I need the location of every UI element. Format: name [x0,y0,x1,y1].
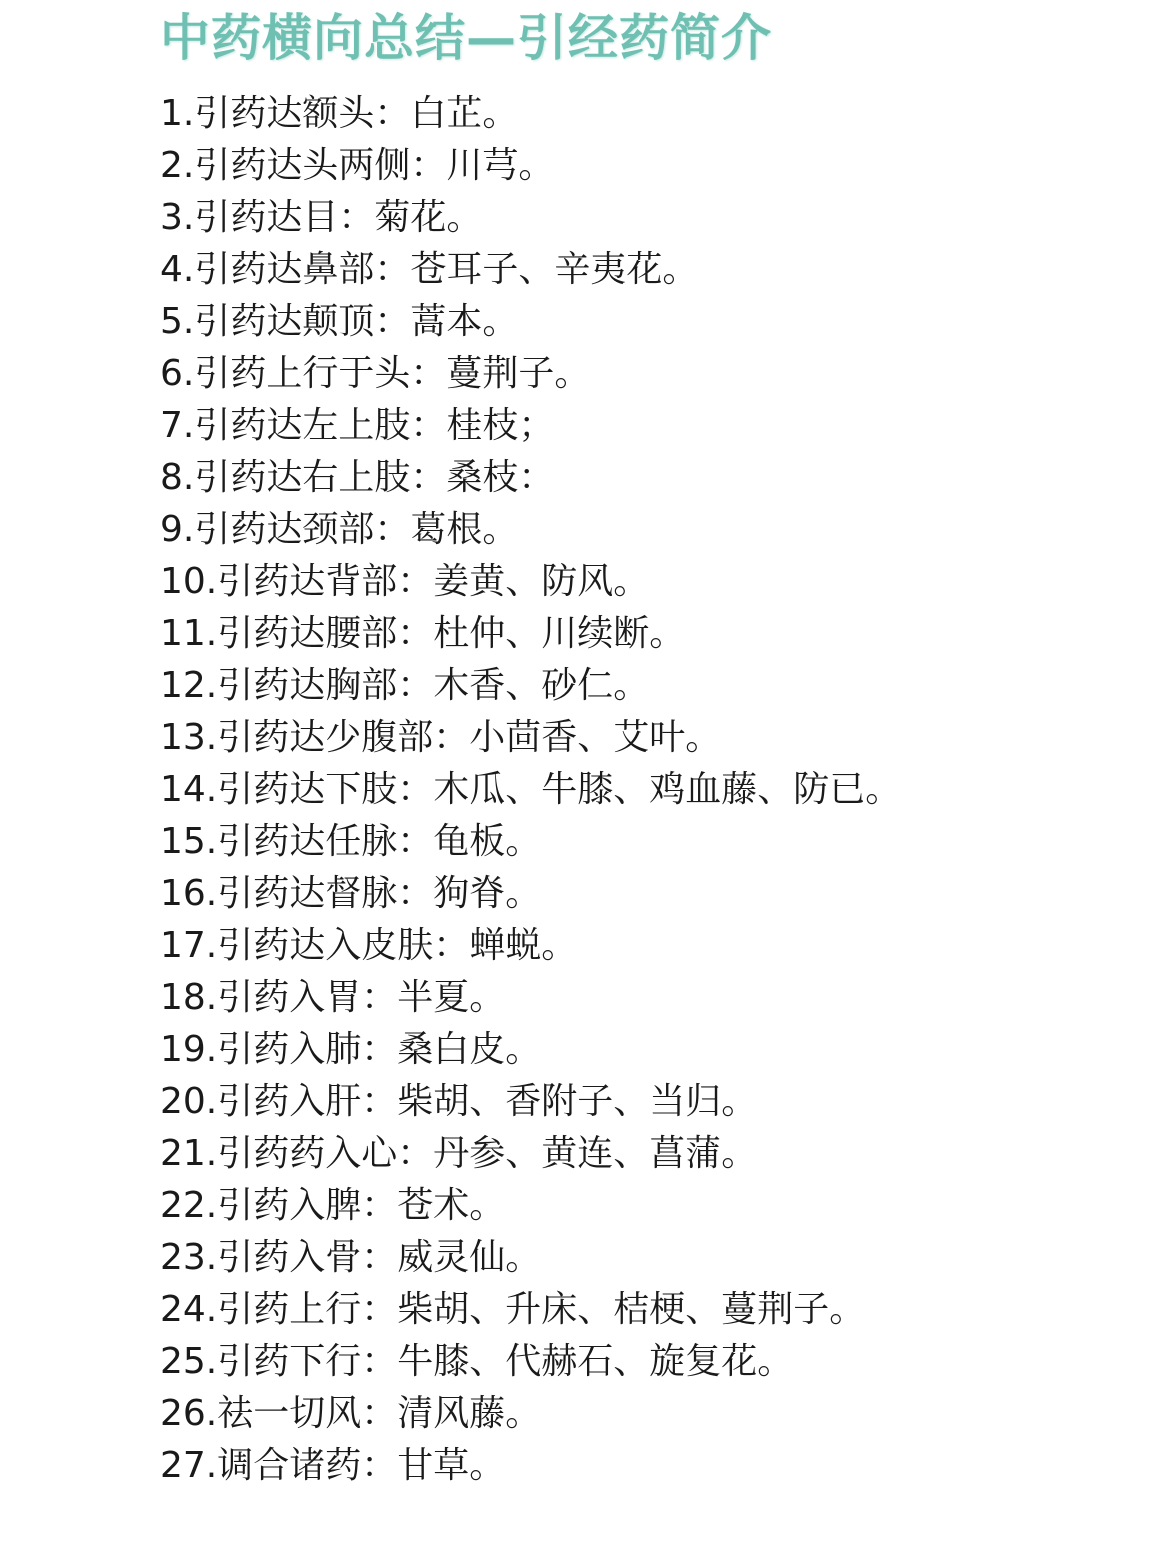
list-item: 24.引药上行：柴胡、升床、桔梗、蔓荆子。 [160,1289,866,1330]
list-item: 18.引药入胃：半夏。 [160,977,506,1018]
list-item: 10.引药达背部：姜黄、防风。 [160,561,650,602]
list-item: 27.调合诸药：甘草。 [160,1445,506,1486]
herb-list [160,88,901,1492]
list-item: 17.引药达入皮肤：蝉蜕。 [160,925,578,966]
document-title: 中药横向总结—引经药简介 [160,9,772,67]
list-item: 4.引药达鼻部：苍耳子、辛夷花。 [160,249,699,290]
list-item: 23.引药入骨：威灵仙。 [160,1237,542,1278]
list-item: 15.引药达任脉：龟板。 [160,821,542,862]
list-item: 5.引药达颠顶：蒿本。 [160,301,519,342]
list-item: 7.引药达左上肢：桂枝； [160,405,555,446]
list-item: 20.引药入肝：柴胡、香附子、当归。 [160,1081,758,1122]
list-item: 6.引药上行于头：蔓荆子。 [160,353,591,394]
list-item: 9.引药达颈部：葛根。 [160,509,519,550]
list-item: 12.引药达胸部：木香、砂仁。 [160,665,650,706]
list-item: 19.引药入肺：桑白皮。 [160,1029,542,1070]
list-item: 13.引药达少腹部：小茴香、艾叶。 [160,717,722,758]
list-item: 8.引药达右上肢：桑枝： [160,457,555,498]
list-item: 22.引药入脾：苍术。 [160,1185,506,1226]
list-item: 26.祛一切风：清风藤。 [160,1393,542,1434]
list-item: 1.引药达额头：白芷。 [160,93,519,134]
list-item: 21.引药药入心：丹参、黄连、菖蒲。 [160,1133,758,1174]
list-item: 11.引药达腰部：杜仲、川续断。 [160,613,686,654]
list-item: 16.引药达督脉：狗脊。 [160,873,542,914]
list-item: 25.引药下行：牛膝、代赫石、旋复花。 [160,1341,794,1382]
list-item: 2.引药达头两侧：川芎。 [160,145,555,186]
list-item: 14.引药达下肢：木瓜、牛膝、鸡血藤、防已。 [160,769,902,810]
list-item: 3.引药达目：菊花。 [160,197,483,238]
